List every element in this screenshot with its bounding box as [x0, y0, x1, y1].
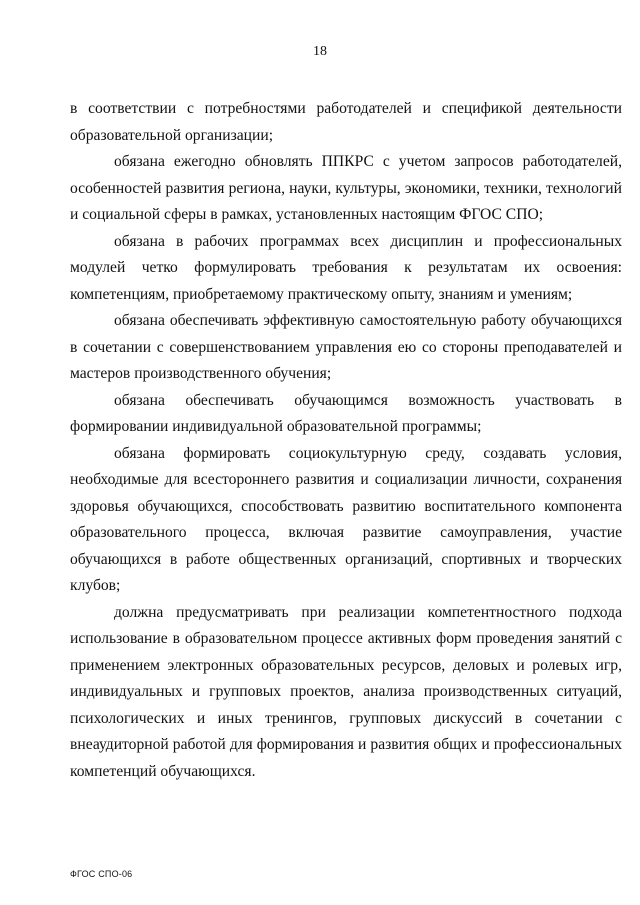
body-text — [70, 96, 622, 785]
document-footer: ФГОС СПО-06 — [70, 869, 133, 879]
paragraph-continuation: в соответствии с потребностями работодателей и спецификой деятельности образовательной организации; — [70, 100, 622, 144]
paragraph-update-ppkrs: обязана ежегодно обновлять ППКРС с учетом запросов работодателей, особенностей развития региона, науки, культуры, экономики, техники, технологий и социальной сферы в рамках, установленных настоящим ФГОС СПО; — [70, 153, 622, 223]
paragraph-individual-program: обязана обеспечивать обучающимся возможность участвовать в формировании индивидуальной образовательной программы; — [70, 391, 622, 435]
paragraph-active-forms: должна предусматривать при реализации компетентностного подхода использование в образовательном процессе активных форм проведения занятий с применением электронных образовательных ресурсов, деловых и ролевых игр, индивидуальных и групповых проектов, анализа производственных ситуаций, психологических и иных тренингов, групповых дискуссий в сочетании с внеаудиторной работой для формирования и развития общих и профессиональных компетенций обучающихся. — [70, 603, 622, 780]
paragraph-work-programs: обязана в рабочих программах всех дисциплин и профессиональных модулей четко формулировать требования к результатам их освоения: компетенциям, приобретаемому практическому опыту, знаниям и умениям; — [70, 232, 622, 303]
paragraph-sociocultural-environment: обязана формировать социокультурную среду, создавать условия, необходимые для всестороннего развития и социализации личности, сохранения здоровья обучающихся, способствовать развитию воспитательного компонента образовательного процесса, включая развитие самоуправления, участие обучающихся в работе общественных организаций, спортивных и творческих клубов; — [70, 444, 622, 594]
paragraph-independent-work: обязана обеспечивать эффективную самостоятельную работу обучающихся в сочетании с совершенствованием управления ею со стороны преподавателей и мастеров производственного обучения; — [70, 312, 622, 382]
page-number: 18 — [313, 44, 327, 59]
